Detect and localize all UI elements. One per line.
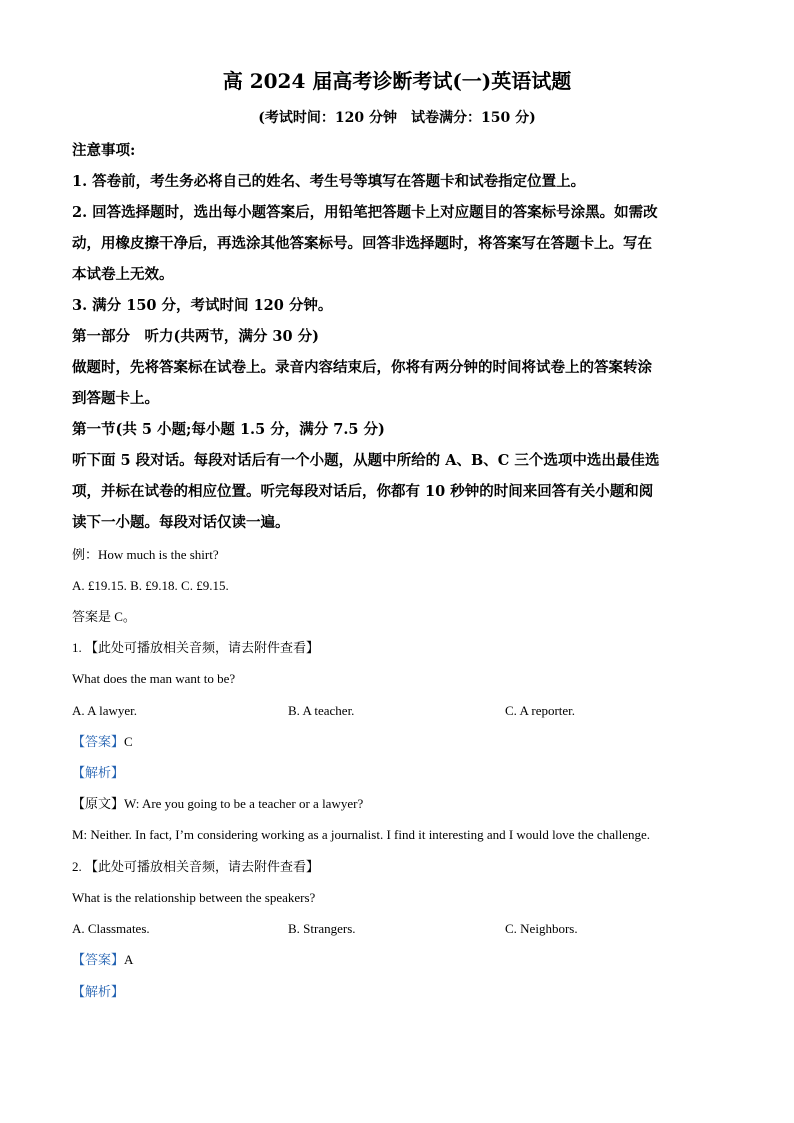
q1-transcript-tag: 【原文】 — [72, 796, 125, 811]
q2-answer — [72, 950, 722, 970]
q2-answer-tag: 【答案】 — [72, 952, 125, 967]
example-question: 例：How much is the shirt? — [72, 547, 219, 562]
example-options: A. £19.15. B. £9.18. C. £9.15. — [72, 578, 229, 593]
q2-audio-note: 2. 【此处可播放相关音频，请去附件查看】 — [72, 859, 320, 874]
section1-instruction-line-2: 项，并标在试卷的相应位置。听完每段对话后，你都有 10 秒钟的时间来回答有关小题和阅 — [72, 483, 654, 500]
section1-heading: 第一节(共 5 小题;每小题 1.5 分，满分 7.5 分) — [72, 421, 385, 438]
q1-analysis — [72, 763, 722, 783]
notice-heading: 注意事项: — [72, 142, 136, 159]
notice-item-1: 1. 答卷前，考生务必将自己的姓名、考生号等填写在答题卡和试卷指定位置上。 — [72, 173, 586, 190]
notice-item-2-line-3: 本试卷上无效。 — [72, 266, 174, 283]
notice-item-2-line-2: 动，用橡皮擦干净后，再选涂其他答案标号。回答非选择题时，将答案写在答题卡上。写在 — [72, 235, 652, 252]
notice-item-3: 3. 满分 150 分，考试时间 120 分钟。 — [72, 297, 333, 314]
exam-duration-subtitle: (考试时间：120 分钟 试卷满分：150 分) — [258, 110, 536, 126]
q1-analysis-tag: 【解析】 — [72, 765, 125, 780]
q2-answer-value: A — [124, 952, 134, 967]
notice-item-2-line-1: 2. 回答选择题时，选出每小题答案后，用铅笔把答题卡上对应题目的答案标号涂黑。如需改 — [72, 204, 658, 221]
q2-analysis-tag: 【解析】 — [72, 984, 125, 999]
page-title: 高 2024 届高考诊断考试(一)英语试题 — [222, 69, 572, 93]
section1-instruction-line-1: 听下面 5 段对话。每段对话后有一个小题，从题中所给的 A、B、C 三个选项中选出最佳选 — [72, 452, 660, 469]
q2-analysis — [72, 982, 722, 1002]
q1-answer-value: C — [124, 734, 133, 749]
part1-instruction-line-1: 做题时，先将答案标在试卷上。录音内容结束后，你将有两分钟的时间将试卷上的答案转涂 — [72, 359, 652, 376]
q1-audio-note: 1. 【此处可播放相关音频，请去附件查看】 — [72, 640, 320, 655]
q1-option-a: A. A lawyer. — [72, 703, 137, 718]
q2-question: What is the relationship between the speakers? — [72, 890, 316, 905]
q2-option-b: B. Strangers. — [288, 921, 356, 936]
example-answer: 答案是 C。 — [72, 609, 136, 624]
part1-heading: 第一部分 听力(共两节，满分 30 分) — [72, 328, 319, 345]
q1-transcript-m: M: Neither. In fact, I’m considering working as a journalist. I find it interesting and I would love the challenge. — [72, 827, 650, 842]
section1-instruction-line-3: 读下一小题。每段对话仅读一遍。 — [72, 514, 290, 531]
q2-option-c: C. Neighbors. — [505, 921, 578, 936]
q1-option-b: B. A teacher. — [288, 703, 355, 718]
q1-question: What does the man want to be? — [72, 671, 236, 686]
q1-answer-tag: 【答案】 — [72, 734, 125, 749]
q2-option-a: A. Classmates. — [72, 921, 150, 936]
q1-option-c: C. A reporter. — [505, 703, 576, 718]
q1-answer — [72, 732, 722, 752]
q1-transcript-w — [72, 794, 722, 814]
q1-transcript-w-text: W: Are you going to be a teacher or a lawyer? — [124, 796, 364, 811]
part1-instruction-line-2: 到答题卡上。 — [72, 390, 159, 407]
